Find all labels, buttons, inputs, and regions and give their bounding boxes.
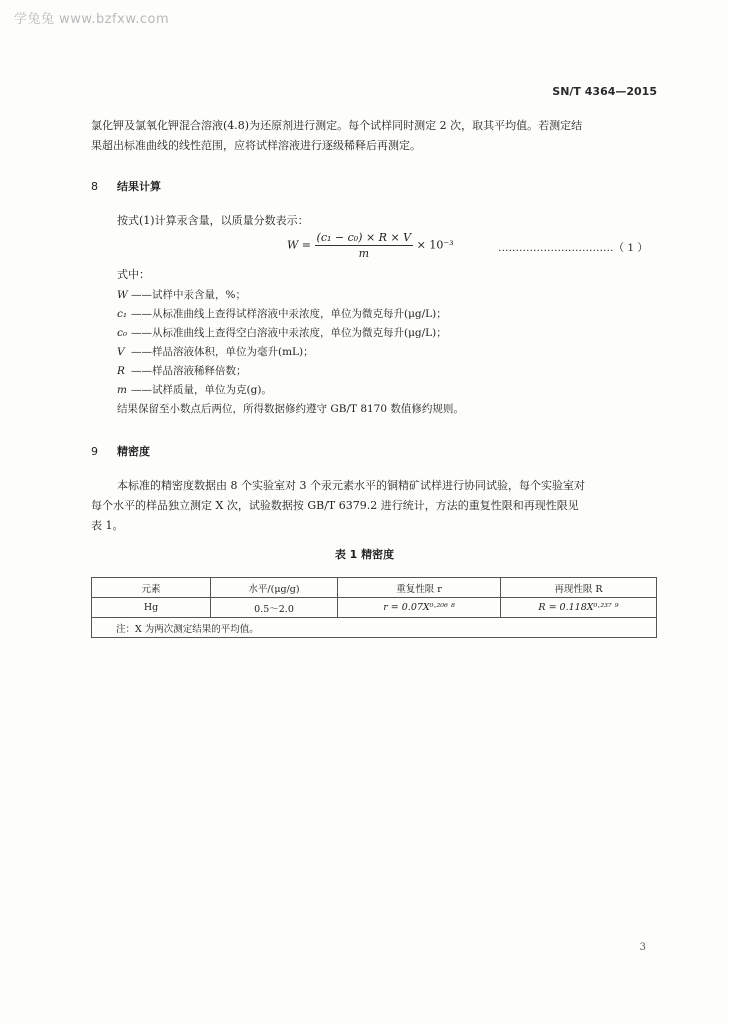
page-number: 3 bbox=[639, 942, 646, 953]
table-header: 水平/(μg/g) bbox=[211, 578, 338, 598]
var-item: c₁ ——从标准曲线上查得试样溶液中汞浓度，单位为微克每升(μg/L)； bbox=[117, 308, 447, 320]
section-9-line-3: 表 1。 bbox=[91, 519, 124, 532]
table-note: 注：X 为两次测定结果的平均值。 bbox=[92, 618, 657, 638]
section-9-number: 9 bbox=[91, 445, 98, 458]
variable-list bbox=[117, 286, 464, 419]
intro-paragraph bbox=[91, 116, 691, 156]
table-cell: R = 0.118X⁰·²³⁷ ⁹ bbox=[501, 598, 657, 618]
section-9-paragraph bbox=[91, 476, 691, 536]
intro-line-2: 果超出标准曲线的线性范围，应将试样溶液进行逐级稀释后再测定。 bbox=[91, 139, 421, 152]
watermark: 学兔兔 www.bzfxw.com bbox=[14, 12, 170, 27]
table-cell: 0.5～2.0 bbox=[211, 598, 338, 618]
var-item: W ——试样中汞含量，%； bbox=[117, 289, 246, 301]
formula-lhs: W = bbox=[287, 238, 312, 252]
table-header: 元素 bbox=[92, 578, 211, 598]
section-8-title: 结果计算 bbox=[117, 180, 161, 193]
table-note-row bbox=[92, 618, 657, 638]
table-caption: 表 1 精密度 bbox=[334, 548, 395, 561]
document-id: SN/T 4364—2015 bbox=[552, 85, 657, 98]
var-item: V ——样品溶液体积，单位为毫升(mL)； bbox=[117, 346, 314, 358]
where-label: 式中： bbox=[117, 268, 150, 281]
formula-numerator: (c₁ − c₀) × R × V bbox=[316, 231, 412, 244]
intro-line-1: 氯化钾及氯氧化钾混合溶液(4.8)为还原剂进行测定。每个试样同时测定 2 次，取其平均值。若测定结 bbox=[91, 119, 583, 132]
formula-number: ……………………………（ 1 ） bbox=[498, 242, 648, 254]
section-9-heading bbox=[91, 443, 150, 459]
table-cell: r = 0.07X⁰·²⁰⁶ ⁸ bbox=[338, 598, 501, 618]
section-8-number: 8 bbox=[91, 180, 98, 193]
table-header-row bbox=[92, 578, 657, 598]
table-header: 再现性限 R bbox=[501, 578, 657, 598]
section-8-heading bbox=[91, 178, 161, 194]
section-9-line-1: 本标准的精密度数据由 8 个实验室对 3 个汞元素水平的铜精矿试样进行协同试验，每个实验室对 bbox=[117, 479, 585, 492]
table-header: 重复性限 r bbox=[338, 578, 501, 598]
section-8-lead: 按式(1)计算汞含量，以质量分数表示： bbox=[117, 214, 309, 227]
precision-table bbox=[91, 577, 657, 638]
formula-1 bbox=[287, 231, 454, 260]
table-row bbox=[92, 598, 657, 618]
table-cell: Hg bbox=[92, 598, 211, 618]
rounding-note: 结果保留至小数点后两位，所得数据修约遵守 GB/T 8170 数值修约规则。 bbox=[117, 403, 464, 415]
var-item: m ——试样质量，单位为克(g)。 bbox=[117, 384, 272, 396]
formula-factor: × 10⁻³ bbox=[416, 238, 454, 252]
var-item: R ——样品溶液稀释倍数； bbox=[117, 365, 247, 377]
section-9-line-2: 每个水平的样品独立测定 X 次，试验数据按 GB/T 6379.2 进行统计，方法的重复性限和再现性限见 bbox=[91, 499, 579, 512]
formula-denominator: m bbox=[358, 247, 370, 260]
var-item: c₀ ——从标准曲线上查得空白溶液中汞浓度，单位为微克每升(μg/L)； bbox=[117, 327, 447, 339]
formula-fraction bbox=[315, 231, 414, 260]
section-9-title: 精密度 bbox=[117, 445, 150, 458]
